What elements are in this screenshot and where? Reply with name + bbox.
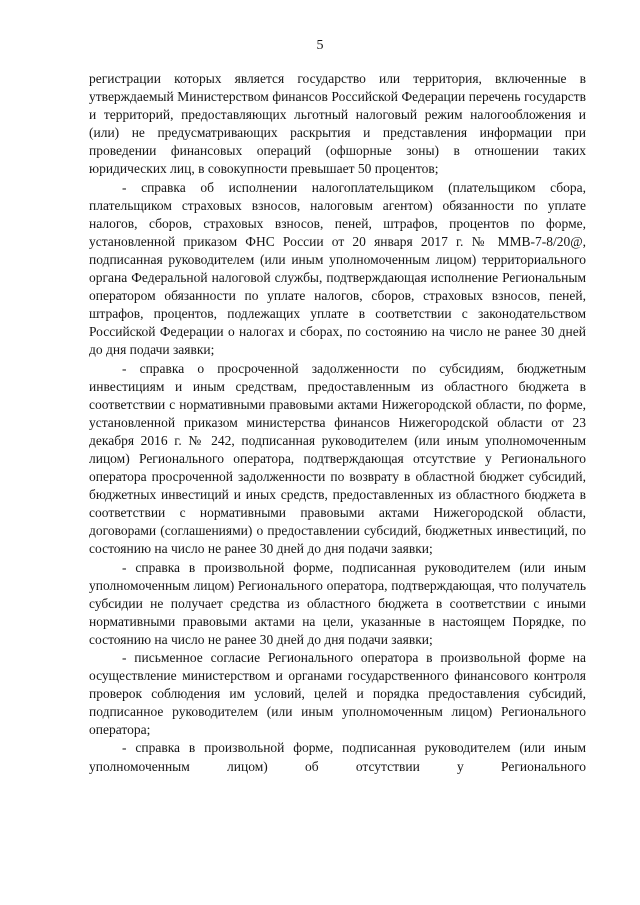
paragraph-offshore-continuation: регистрации которых является государство или территория, включенные в утверждаемый Министерством финансов Российской Федерации перечень государств и территорий, предоставляющих льготный налоговый режим налогообложения и (или) не предусматривающих раскрытия и представления информации при проведении финансовых операций (офшорные зоны) в отношении таких юридических лиц, в совокупности превышает 50 процентов; [89, 71, 586, 177]
paragraph-overdue-debt-certificate: - справка о просроченной задолженности по субсидиям, бюджетным инвестициям и иным средствам, предоставленным из областного бюджета в соответствии с нормативными правовыми актами Нижегородской области, по форме, установленной приказом министерства финансов Нижегородской области от 23 декабря 2016 г. № 242, подписанная руководителем (или иным уполномоченным лицом) Регионального оператора, подтверждающая отсутствие у Регионального оператора просроченной задолженности по возврату в областной бюджет субсидий, бюджетных инвестиций и иных средств, предоставленных из областного бюджета в соответствии с нормативными правовыми актами Нижегородской области, договорами (соглашениями) о предоставлении субсидий, бюджетных инвестиций, по состоянию на число не ранее 30 дней до дня подачи заявки; [89, 360, 586, 557]
paragraph-absence-certificate: - справка в произвольной форме, подписанная руководителем (или иным уполномоченным лицом) об отсутствии у Регионального [89, 740, 586, 774]
paragraph-no-other-funds-certificate: - справка в произвольной форме, подписанная руководителем (или иным уполномоченным лицом) Регионального оператора, подтверждающая, что получатель субсидии не получает средства из областного бюджета в соответствии с иными нормативными правовыми актами на цели, указанные в настоящем Порядке, по состоянию на число не ранее 30 дней до дня подачи заявки; [89, 559, 586, 647]
document-body [89, 70, 586, 776]
paragraph-written-consent: - письменное согласие Регионального оператора в произвольной форме на осуществление министерством и органами государственного финансового контроля проверок соблюдения им условий, целей и порядка предоставления субсидий, подписанное руководителем (или иным уполномоченным лицом) Регионального оператора; [89, 650, 586, 738]
page-number: 5 [316, 38, 324, 53]
paragraph-tax-certificate: - справка об исполнении налогоплательщиком (плательщиком сбора, плательщиком страховых взносов, налоговым агентом) обязанности по уплате налогов, сборов, страховых взносов, пеней, штрафов, процентов по форме, установленной приказом ФНС России от 20 января 2017 г. № ММВ-7-8/20@, подписанная руководителем (или иным уполномоченным лицом) территориального органа Федеральной налоговой службы, подтверждающая исполнение Региональным оператором обязанности по уплате налогов, сборов, страховых взносов, пеней, штрафов, процентов, подлежащих уплате в соответствии с законодательством Российской Федерации о налогах и сборах, по состоянию на число не ранее 30 дней до дня подачи заявки; [89, 179, 586, 358]
